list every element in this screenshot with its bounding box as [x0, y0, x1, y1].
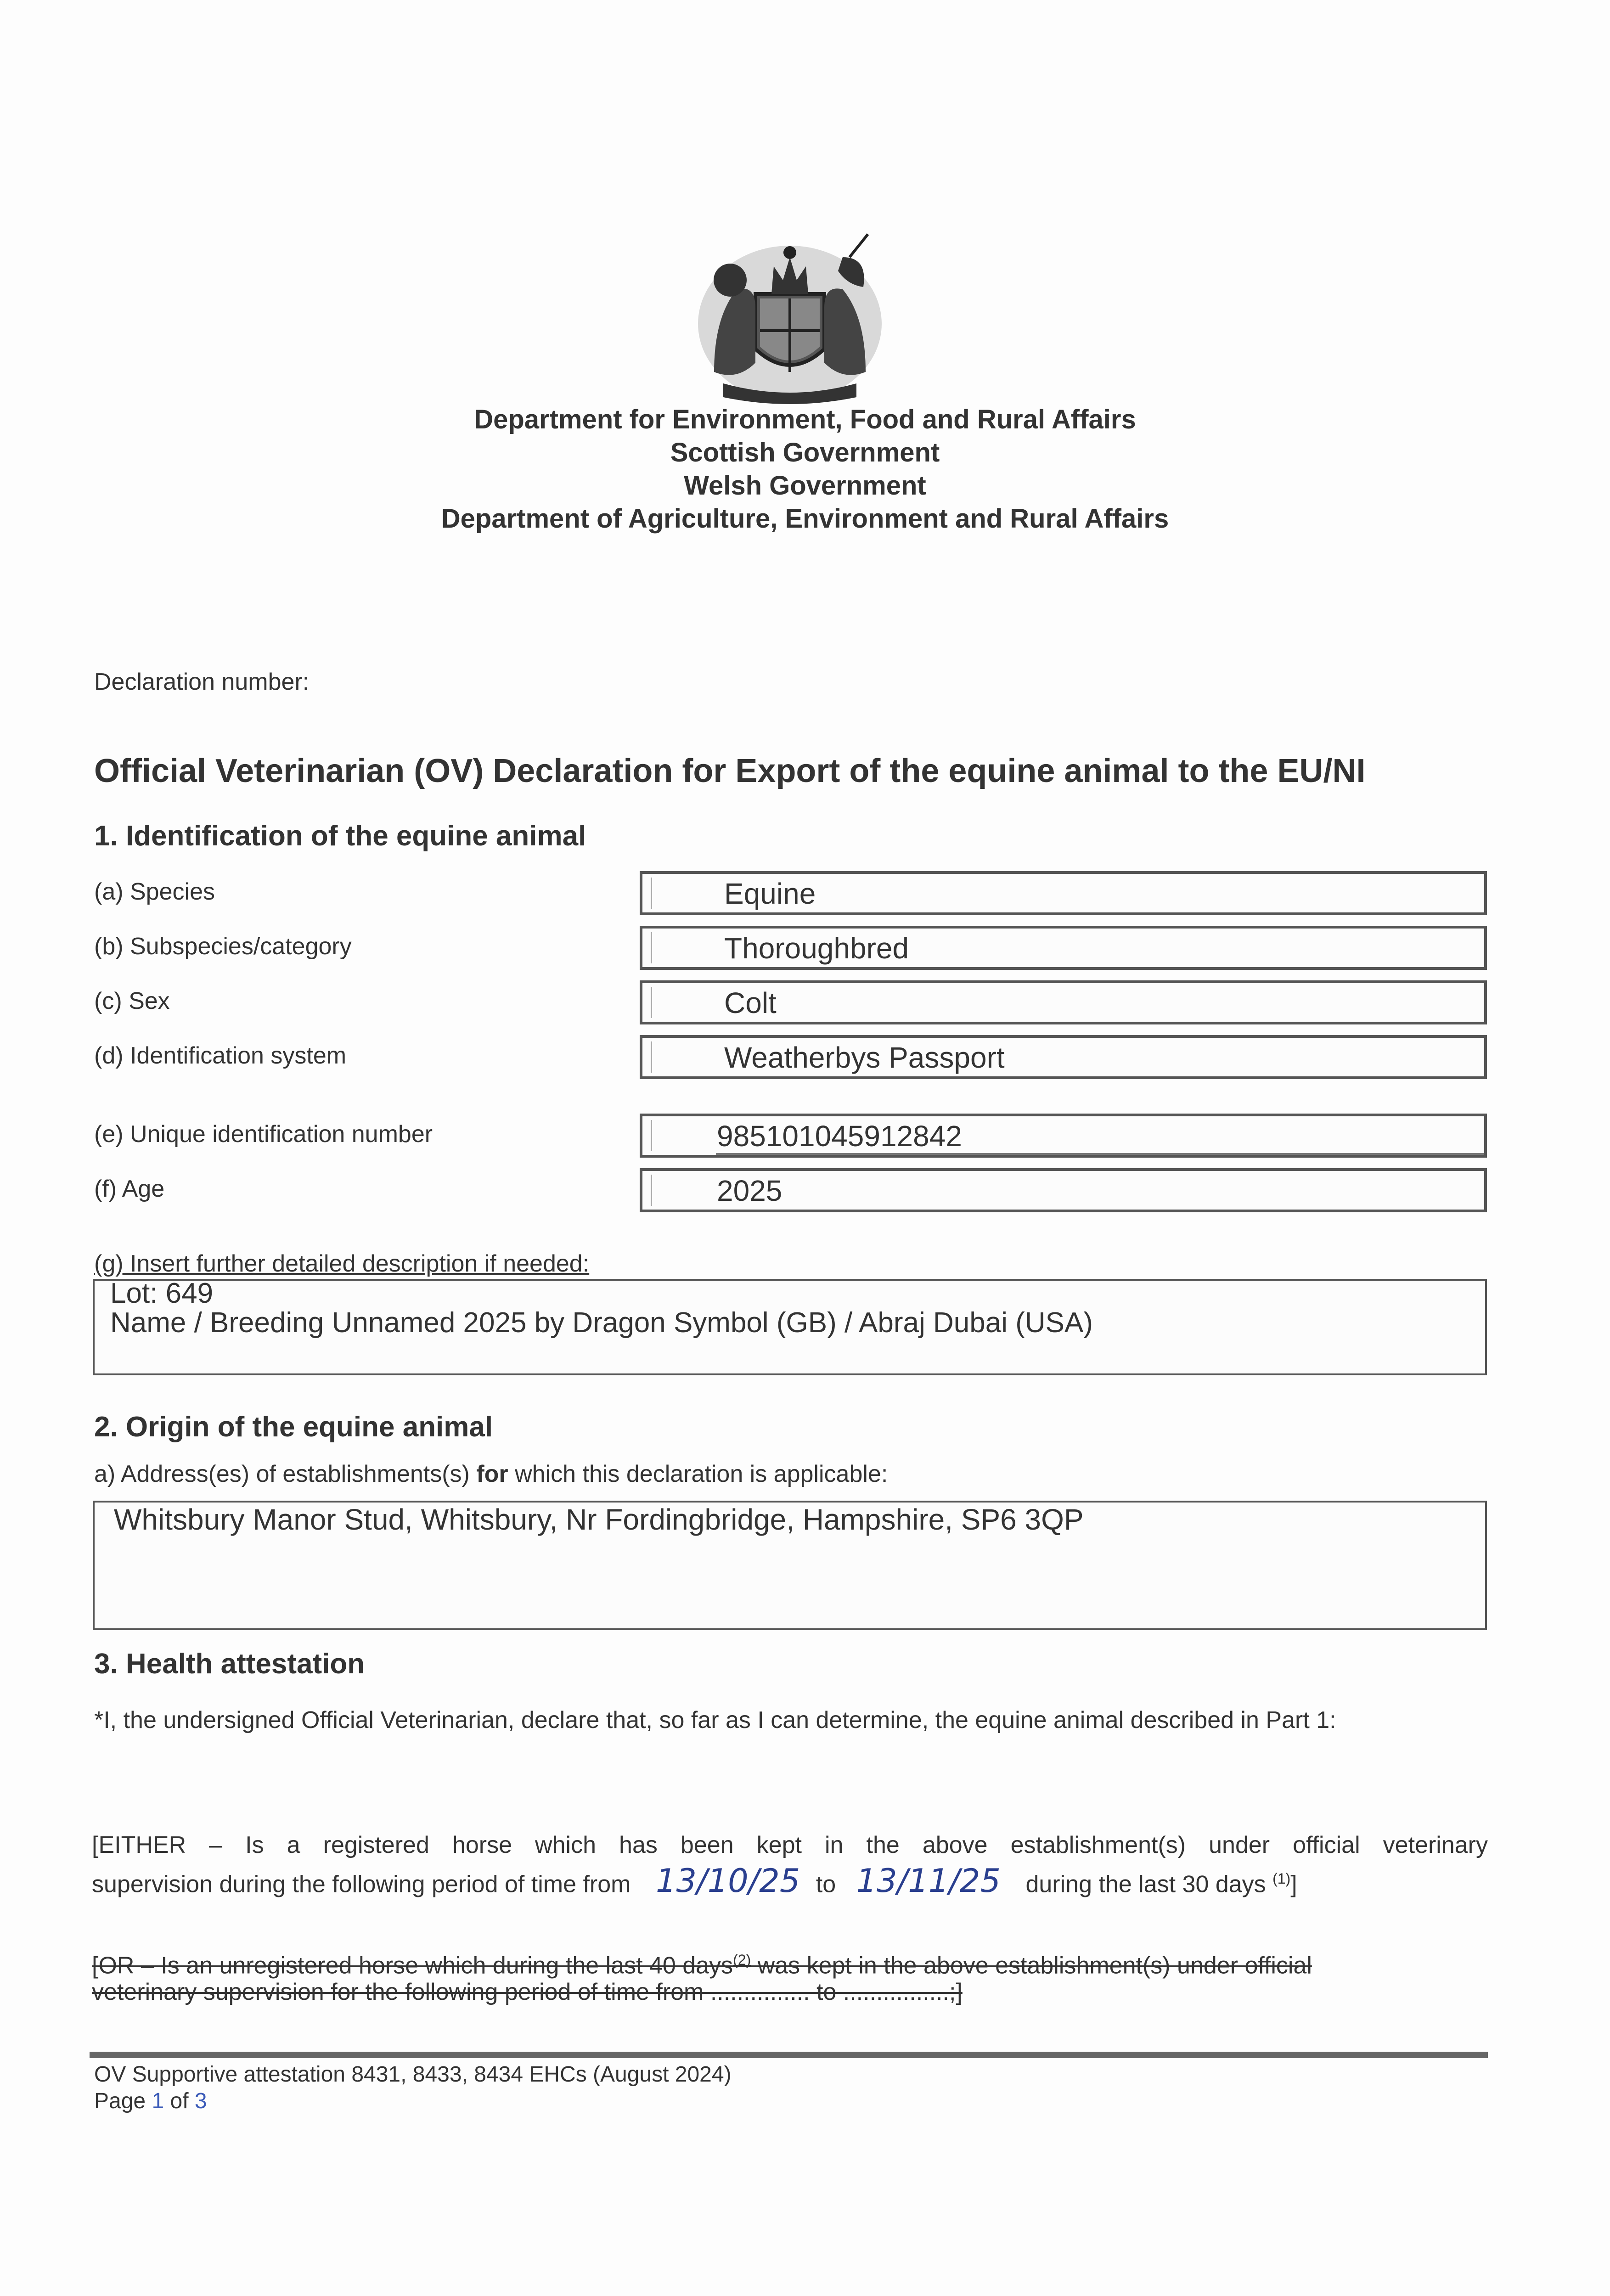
- sex-field: [640, 980, 1487, 1024]
- subspecies-label: (b) Subspecies/category: [94, 933, 352, 960]
- page-total: 3: [194, 2089, 207, 2113]
- address-label: [94, 1460, 888, 1488]
- page-current: 1: [152, 2089, 164, 2113]
- section2-heading: 2. Origin of the equine animal: [94, 1411, 493, 1443]
- dept-daera: Department of Agriculture, Environment and Rural Affairs: [441, 504, 1169, 534]
- subspecies-field: [640, 926, 1487, 970]
- species-value: Equine: [724, 877, 816, 910]
- page-title: Official Veterinarian (OV) Declaration for Export of the equine animal to the EU/NI: [94, 753, 1366, 789]
- sex-label: (c) Sex: [94, 988, 170, 1014]
- address-value: Whitsbury Manor Stud, Whitsbury, Nr Fordingbridge, Hampshire, SP6 3QP: [114, 1503, 1084, 1536]
- either-to: to: [816, 1871, 836, 1898]
- further-description-box: [93, 1279, 1487, 1375]
- footer-doc-ref: OV Supportive attestation 8431, 8433, 8434 EHCs (August 2024): [94, 2062, 732, 2087]
- or-line2: veterinary supervision for the following period of time from ............... to ................;]: [92, 1979, 963, 2005]
- section1-heading: 1. Identification of the equine animal: [94, 820, 586, 852]
- footer-divider: [90, 2052, 1488, 2058]
- or-line1-pre: [OR – Is an unregistered horse which during the last 40 days: [92, 1952, 733, 1979]
- sex-value: Colt: [724, 986, 777, 1019]
- name-breeding-line: Name / Breeding Unnamed 2025 by Dragon Symbol (GB) / Abraj Dubai (USA): [110, 1307, 1093, 1339]
- royal-coat-of-arms-icon: [687, 225, 893, 409]
- age-label: (f) Age: [94, 1176, 165, 1202]
- subspecies-value: Thoroughbred: [724, 932, 909, 965]
- dept-welsh-government: Welsh Government: [684, 471, 926, 501]
- either-line2-post: during the last 30 days: [1025, 1871, 1266, 1898]
- section3-heading: 3. Health attestation: [94, 1648, 365, 1680]
- either-line1: [EITHER – Is a registered horse which has been kept in the above establishment(s) under official veterinary: [92, 1832, 1488, 1858]
- identification-system-value: Weatherbys Passport: [724, 1041, 1005, 1074]
- health-intro: *I, the undersigned Official Veterinarian, declare that, so far as I can determine, the equine animal described in Part 1:: [94, 1707, 1336, 1733]
- species-field: [640, 871, 1487, 915]
- identification-system-label: (d) Identification system: [94, 1042, 347, 1069]
- address-label-pre: a) Address(es) of establishments(s): [94, 1461, 477, 1487]
- uid-label: (e) Unique identification number: [94, 1121, 433, 1148]
- address-label-post: which this declaration is applicable:: [508, 1461, 888, 1487]
- handwritten-date-to: 13/11/25: [856, 1862, 1001, 1900]
- address-label-bold: for: [476, 1461, 508, 1487]
- or-line1-post: was kept in the above establishment(s) under official: [751, 1952, 1312, 1979]
- declaration-number-label: Declaration number:: [94, 669, 310, 695]
- lot-line: Lot: 649: [110, 1277, 214, 1309]
- footer-page-number: [94, 2088, 207, 2114]
- either-line2: [92, 1862, 1297, 1901]
- dept-defra: Department for Environment, Food and Rural Affairs: [474, 405, 1136, 434]
- either-end: ]: [1290, 1871, 1297, 1898]
- uid-value: 985101045912842: [717, 1120, 962, 1153]
- either-line2-pre: supervision during the following period of time from: [92, 1871, 631, 1898]
- of-word: of: [170, 2089, 189, 2113]
- either-footnote-ref: (1): [1272, 1870, 1291, 1887]
- species-label: (a) Species: [94, 878, 215, 905]
- uid-field: [640, 1114, 1487, 1158]
- page-word: Page: [94, 2089, 146, 2113]
- address-box: [93, 1501, 1487, 1630]
- identification-system-field: [640, 1035, 1487, 1079]
- age-field: [640, 1168, 1487, 1212]
- or-footnote-ref: (2): [733, 1952, 751, 1968]
- dept-scottish-government: Scottish Government: [670, 438, 940, 467]
- age-value: 2025: [717, 1174, 782, 1207]
- further-description-label: (g) Insert further detailed description if needed:: [94, 1250, 590, 1277]
- handwritten-date-from: 13/10/25: [655, 1862, 800, 1900]
